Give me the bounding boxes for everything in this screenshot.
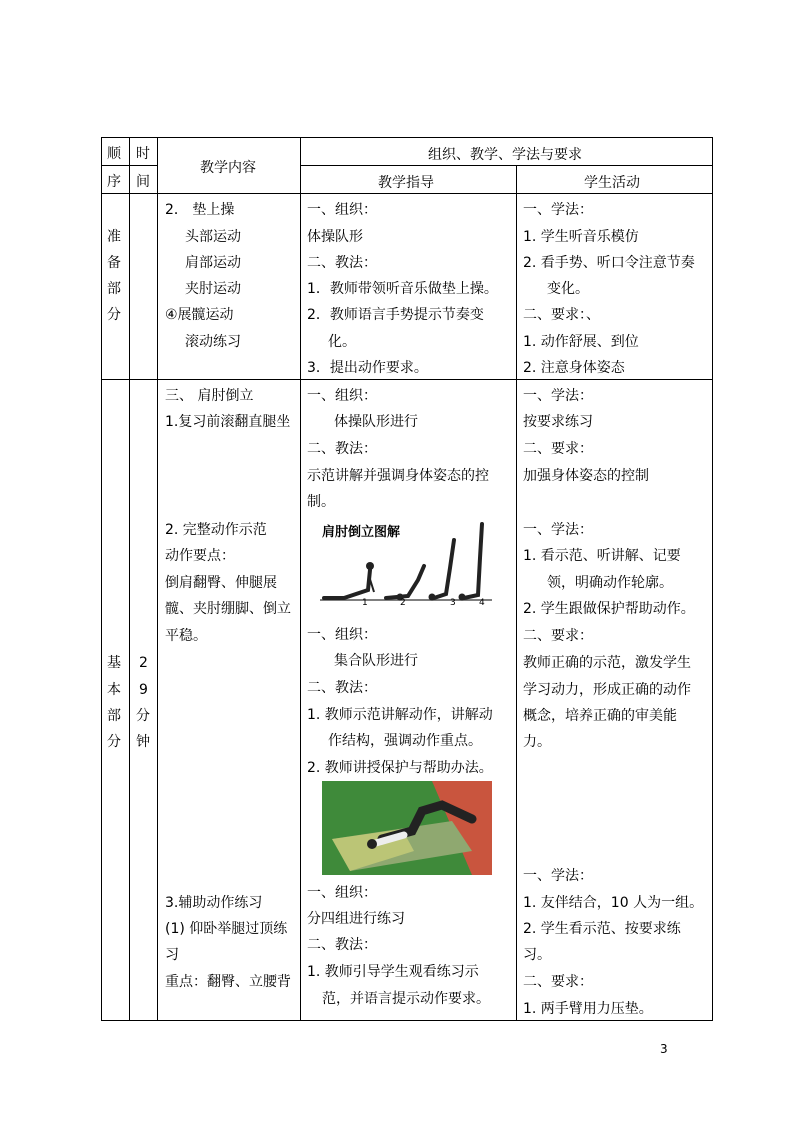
student-line: 一、学法： [523, 388, 593, 404]
guide-line: 范，并语言提示动作要求。 [322, 991, 490, 1007]
student-line: 一、学法： [523, 522, 593, 538]
content-line: 重点：翻臀、立腰背 [165, 974, 291, 990]
student-line: 加强身体姿态的控制 [523, 468, 649, 484]
content-line: 三、 肩肘倒立 [165, 388, 254, 404]
prep-label-char: 部 [107, 281, 121, 297]
student-line: 一、学法： [523, 868, 593, 884]
header-bottom [101, 193, 713, 194]
guide-line: 化。 [328, 334, 356, 350]
student-line: 1. 友伴结合，10 人为一组。 [523, 895, 704, 911]
demo-photo-image [322, 781, 492, 875]
content-line: 1.复习前滚翻直腿坐 [165, 414, 291, 430]
guide-line: 分四组进行练习 [307, 911, 405, 927]
col-divider-4 [516, 165, 517, 1021]
guide-line: 1. 教师示范讲解动作，讲解动 [307, 707, 493, 723]
guide-line: 作结构，强调动作重点。 [328, 733, 482, 749]
header-divider [300, 165, 713, 166]
basic-label-char: 部 [107, 708, 121, 724]
header-org: 组织、教学、学法与要求 [428, 147, 582, 163]
student-line: 教师正确的示范，激发学生 [523, 655, 691, 671]
student-line: 1. 动作舒展、到位 [523, 334, 639, 350]
guide-line: 一、组织： [307, 627, 377, 643]
prep-label-char: 备 [107, 255, 121, 271]
guide-line: 示范讲解并强调身体姿态的控 [307, 468, 489, 484]
figure-title: 肩肘倒立图解 [322, 525, 401, 540]
time-char: 分 [136, 708, 150, 724]
guide-line: 1. 教师引导学生观看练习示 [307, 964, 479, 980]
guide-line: 一、组织： [307, 202, 377, 218]
guide-line: 二、教法： [307, 680, 377, 696]
header-order-a: 顺 [107, 146, 121, 162]
student-line: 一、学法： [523, 202, 593, 218]
student-line: 1. 两手臂用力压垫。 [523, 1001, 653, 1017]
guide-line: 一、组织： [307, 885, 377, 901]
content-line: 平稳。 [165, 628, 207, 644]
basic-label-char: 本 [107, 682, 121, 698]
student-line: 二、要求：、 [523, 307, 600, 323]
time-char: 2 [139, 655, 148, 671]
student-line: 二、要求： [523, 974, 593, 990]
col-divider-3 [300, 137, 301, 1021]
prep-label-char: 分 [107, 307, 121, 323]
content-line: ④展髋运动 [165, 307, 234, 323]
student-line: 二、要求： [523, 628, 593, 644]
student-line: 2. 看手势、听口令注意节奏 [523, 255, 695, 271]
content-line: 2． 垫上操 [165, 202, 235, 218]
student-line: 领，明确动作轮廓。 [547, 575, 673, 591]
content-line: (1) 仰卧举腿过顶练 [165, 921, 288, 937]
table-border-left [101, 137, 102, 1021]
figure-num: 1 [362, 598, 368, 608]
figure-num: 4 [479, 598, 485, 608]
student-line: 按要求练习 [523, 414, 593, 430]
basic-label-char: 分 [107, 734, 121, 750]
header-student: 学生活动 [584, 175, 640, 191]
header-content: 教学内容 [200, 160, 256, 176]
student-line: 学习动力，形成正确的动作 [523, 682, 691, 698]
content-line: 头部运动 [185, 229, 241, 245]
content-line: 动作要点： [165, 548, 235, 564]
student-line: 二、要求： [523, 441, 593, 457]
student-line: 1. 看示范、听讲解、记要 [523, 548, 681, 564]
student-line: 2. 学生跟做保护帮助动作。 [523, 601, 695, 617]
student-line: 变化。 [547, 281, 589, 297]
header-time-b: 间 [136, 174, 150, 190]
guide-line: 制。 [307, 494, 335, 510]
student-line: 2. 学生看示范、按要求练 [523, 921, 681, 937]
header-time-a: 时 [136, 146, 150, 162]
content-line: 肩部运动 [185, 255, 241, 271]
guide-line: 二、教法： [307, 441, 377, 457]
guide-line: 2. 教师讲授保护与帮助办法。 [307, 760, 493, 776]
content-line: 滚动练习 [185, 334, 241, 350]
col-divider-1 [129, 137, 130, 1021]
content-line: 髋、夹肘绷脚、倒立 [165, 601, 291, 617]
prep-label-char: 准 [107, 229, 121, 245]
guide-line: 1．教师带领听音乐做垫上操。 [307, 281, 498, 297]
student-line: 习。 [523, 947, 551, 963]
basic-label-char: 基 [107, 655, 121, 671]
content-line: 夹肘运动 [185, 281, 241, 297]
figure-num: 3 [450, 598, 456, 608]
guide-line: 3．提出动作要求。 [307, 360, 428, 376]
prep-bottom [101, 379, 713, 380]
student-line: 力。 [523, 734, 551, 750]
col-divider-2 [157, 137, 158, 1021]
guide-line: 一、组织： [307, 388, 377, 404]
content-line: 3.辅助动作练习 [165, 895, 263, 911]
table-border-right [712, 137, 713, 1021]
content-line: 习 [165, 947, 179, 963]
student-line: 概念，培养正确的审美能 [523, 708, 677, 724]
content-line: 倒肩翻臀、伸腿展 [165, 575, 277, 591]
stick-figures-icon [316, 518, 494, 610]
guide-line: 集合队形进行 [334, 653, 418, 669]
student-line: 2. 注意身体姿态 [523, 360, 625, 376]
header-guide: 教学指导 [378, 175, 434, 191]
guide-line: 二、教法： [307, 937, 377, 953]
content-line: 2. 完整动作示范 [165, 522, 267, 538]
table-border-top [101, 137, 713, 138]
guide-line: 体操队形 [307, 229, 363, 245]
guide-line: 二、教法： [307, 255, 377, 271]
table-border-bottom [101, 1020, 713, 1021]
figure-num: 2 [400, 598, 406, 608]
guide-line: 2．教师语言手势提示节奏变 [307, 307, 484, 323]
guide-line: 体操队形进行 [334, 414, 418, 430]
demo-photo [322, 781, 492, 875]
time-char: 9 [139, 682, 148, 698]
header-order-b: 序 [107, 174, 121, 190]
page-number: 3 [660, 1042, 668, 1056]
shoulder-stand-diagram [316, 518, 494, 610]
student-line: 1. 学生听音乐模仿 [523, 229, 639, 245]
time-char: 钟 [136, 734, 150, 750]
